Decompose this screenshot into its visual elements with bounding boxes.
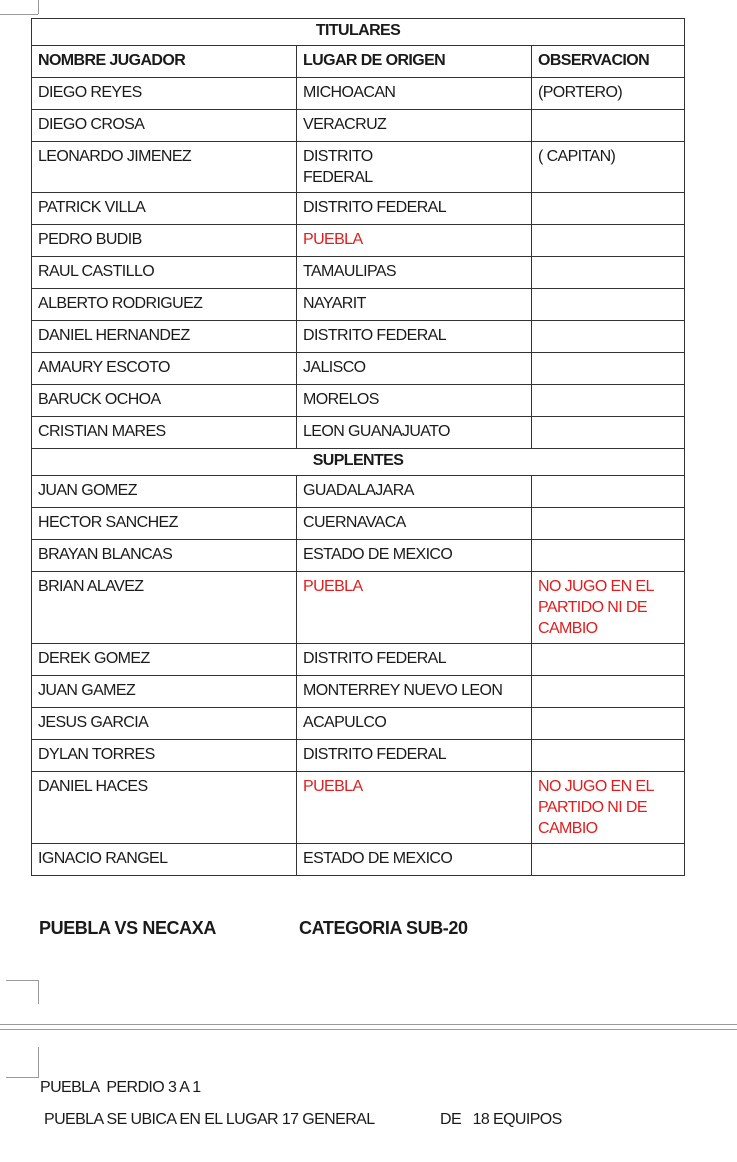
player-name: BARUCK OCHOA <box>32 385 297 417</box>
subs-title-row <box>32 449 685 476</box>
player-observation <box>532 289 685 321</box>
player-name: BRIAN ALAVEZ <box>32 572 297 644</box>
player-origin <box>297 740 532 772</box>
player-observation <box>532 417 685 449</box>
player-origin <box>297 572 532 644</box>
player-origin <box>297 193 532 225</box>
player-row <box>32 78 685 110</box>
player-observation <box>532 572 685 644</box>
player-row <box>32 417 685 449</box>
player-origin <box>297 257 532 289</box>
player-origin-line: VERACRUZ <box>303 116 387 133</box>
player-row <box>32 385 685 417</box>
crop-mark-middle-vertical <box>38 980 39 1004</box>
player-observation <box>532 508 685 540</box>
player-origin-line: JALISCO <box>303 359 366 376</box>
player-origin <box>297 321 532 353</box>
player-origin <box>297 508 532 540</box>
player-observation <box>532 321 685 353</box>
page-break-line-top <box>0 1024 737 1025</box>
player-name: DEREK GOMEZ <box>32 644 297 676</box>
player-origin-line: DISTRITO FEDERAL <box>303 746 447 763</box>
crop-mark-top-vertical <box>38 0 39 14</box>
player-observation-line: CAMBIO <box>538 820 598 837</box>
player-name: DYLAN TORRES <box>32 740 297 772</box>
player-row <box>32 225 685 257</box>
player-row <box>32 289 685 321</box>
player-name: JUAN GOMEZ <box>32 476 297 508</box>
roster-table <box>31 18 685 876</box>
player-origin <box>297 676 532 708</box>
player-origin-line: FEDERAL <box>303 169 373 186</box>
player-name: ALBERTO RODRIGUEZ <box>32 289 297 321</box>
player-row <box>32 353 685 385</box>
player-name: PEDRO BUDIB <box>32 225 297 257</box>
player-observation <box>532 772 685 844</box>
player-origin <box>297 110 532 142</box>
player-origin <box>297 353 532 385</box>
player-name: DIEGO REYES <box>32 78 297 110</box>
player-observation <box>532 193 685 225</box>
crop-mark-top-horizontal <box>0 14 38 15</box>
player-observation <box>532 676 685 708</box>
player-row <box>32 476 685 508</box>
player-row <box>32 540 685 572</box>
player-row <box>32 321 685 353</box>
player-origin-line: ESTADO DE MEXICO <box>303 546 453 563</box>
subs-title: SUPLENTES <box>32 449 685 476</box>
player-name: LEONARDO JIMENEZ <box>32 142 297 193</box>
player-origin <box>297 540 532 572</box>
player-observation-line: NO JUGO EN EL <box>538 578 654 595</box>
player-observation <box>532 540 685 572</box>
player-observation-line: (PORTERO) <box>538 84 623 101</box>
player-origin-line: LEON GUANAJUATO <box>303 423 450 440</box>
category-label: CATEGORIA SUB-20 <box>299 918 468 938</box>
starters-title: TITULARES <box>32 19 685 46</box>
player-origin-line: DISTRITO <box>303 148 373 165</box>
player-origin-line: PUEBLA <box>303 778 363 795</box>
player-origin-line: GUADALAJARA <box>303 482 414 499</box>
header-origin: LUGAR DE ORIGEN <box>297 46 532 78</box>
match-result: PUEBLA PERDIO 3 A 1 <box>40 1079 201 1096</box>
player-row <box>32 644 685 676</box>
player-name: HECTOR SANCHEZ <box>32 508 297 540</box>
player-observation <box>532 110 685 142</box>
player-row <box>32 676 685 708</box>
header-name: NOMBRE JUGADOR <box>32 46 297 78</box>
player-origin <box>297 289 532 321</box>
player-row <box>32 142 685 193</box>
player-observation <box>532 644 685 676</box>
player-name: BRAYAN BLANCAS <box>32 540 297 572</box>
player-origin <box>297 225 532 257</box>
player-origin <box>297 476 532 508</box>
player-name: JESUS GARCIA <box>32 708 297 740</box>
player-origin <box>297 142 532 193</box>
player-origin-line: NAYARIT <box>303 295 366 312</box>
crop-mark-bottom-vertical <box>38 1047 39 1077</box>
player-origin <box>297 78 532 110</box>
header-observation: OBSERVACION <box>532 46 685 78</box>
player-row <box>32 193 685 225</box>
player-origin-line: ESTADO DE MEXICO <box>303 850 453 867</box>
player-origin <box>297 708 532 740</box>
player-origin-line: MONTERREY NUEVO LEON <box>303 682 503 699</box>
player-observation <box>532 257 685 289</box>
player-observation-line: CAMBIO <box>538 620 598 637</box>
player-origin <box>297 844 532 876</box>
player-name: JUAN GAMEZ <box>32 676 297 708</box>
player-name: DANIEL HACES <box>32 772 297 844</box>
player-origin <box>297 772 532 844</box>
standing-total: DE 18 EQUIPOS <box>440 1111 562 1128</box>
crop-mark-middle-horizontal <box>6 980 38 981</box>
player-name: CRISTIAN MARES <box>32 417 297 449</box>
player-observation-line: PARTIDO NI DE <box>538 599 647 616</box>
player-row <box>32 708 685 740</box>
player-name: DIEGO CROSA <box>32 110 297 142</box>
player-observation-line: PARTIDO NI DE <box>538 799 647 816</box>
player-observation <box>532 844 685 876</box>
player-name: PATRICK VILLA <box>32 193 297 225</box>
crop-mark-bottom-horizontal <box>6 1077 39 1078</box>
player-origin-line: TAMAULIPAS <box>303 263 396 280</box>
player-origin <box>297 417 532 449</box>
player-name: IGNACIO RANGEL <box>32 844 297 876</box>
player-row <box>32 844 685 876</box>
player-row <box>32 508 685 540</box>
player-origin-line: DISTRITO FEDERAL <box>303 650 447 667</box>
player-row <box>32 572 685 644</box>
player-name: AMAURY ESCOTO <box>32 353 297 385</box>
player-observation <box>532 142 685 193</box>
player-origin-line: PUEBLA <box>303 578 363 595</box>
player-origin <box>297 644 532 676</box>
player-observation-line: ( CAPITAN) <box>538 148 616 165</box>
player-name: RAUL CASTILLO <box>32 257 297 289</box>
player-origin-line: DISTRITO FEDERAL <box>303 327 447 344</box>
player-origin-line: ACAPULCO <box>303 714 387 731</box>
player-observation <box>532 740 685 772</box>
player-observation <box>532 353 685 385</box>
player-observation <box>532 225 685 257</box>
player-origin-line: DISTRITO FEDERAL <box>303 199 447 216</box>
page-break-line-bottom <box>0 1029 737 1030</box>
player-origin-line: MORELOS <box>303 391 379 408</box>
player-origin-line: CUERNAVACA <box>303 514 406 531</box>
player-observation <box>532 708 685 740</box>
player-observation-line: NO JUGO EN EL <box>538 778 654 795</box>
player-observation <box>532 385 685 417</box>
header-row <box>32 46 685 78</box>
player-origin-line: PUEBLA <box>303 231 363 248</box>
match-title: PUEBLA VS NECAXA <box>39 918 216 938</box>
standing-text: PUEBLA SE UBICA EN EL LUGAR 17 GENERAL <box>44 1111 375 1128</box>
player-observation <box>532 78 685 110</box>
player-observation <box>532 476 685 508</box>
player-origin <box>297 385 532 417</box>
player-row <box>32 110 685 142</box>
starters-title-row <box>32 19 685 46</box>
player-row <box>32 257 685 289</box>
player-row <box>32 772 685 844</box>
player-name: DANIEL HERNANDEZ <box>32 321 297 353</box>
player-origin-line: MICHOACAN <box>303 84 396 101</box>
player-row <box>32 740 685 772</box>
